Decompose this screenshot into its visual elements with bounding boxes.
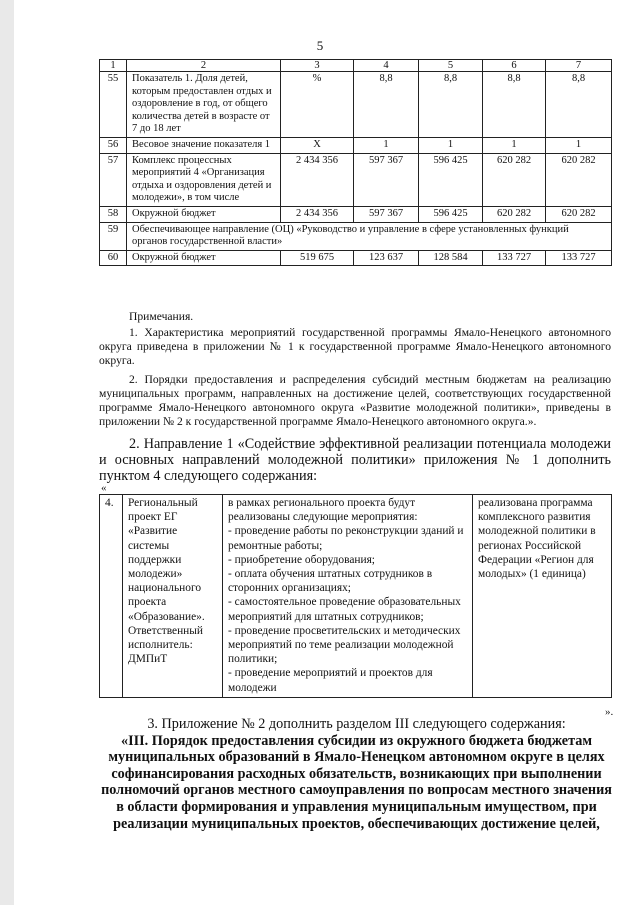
row-value: 597 367	[354, 206, 419, 222]
table-row	[100, 250, 612, 266]
header-cell: 5	[419, 60, 483, 72]
notes-block	[99, 310, 611, 429]
row-value: 123 637	[354, 250, 419, 266]
row-value: 620 282	[483, 153, 546, 206]
header-cell: 4	[354, 60, 419, 72]
row-name: Комплекс процессных мероприятий 4 «Организация отдыха и оздоровления детей и молодежи», в том числе	[127, 153, 281, 206]
table-row	[100, 495, 612, 698]
row-value: 8,8	[546, 72, 612, 138]
project-measures	[223, 495, 473, 698]
row-value: 596 425	[419, 153, 483, 206]
measure-line: - проведение работы по реконструкции зданий и ремонтные работы;	[228, 525, 464, 552]
page-number: 5	[316, 38, 324, 53]
row-total: 2 434 356	[281, 206, 354, 222]
row-number: 57	[100, 153, 127, 206]
measure-line: в рамках регионального проекта будут реализованы следующие мероприятия:	[228, 497, 418, 524]
row-value: 133 727	[483, 250, 546, 266]
row-direction-text: Обеспечивающее направление (ОЦ) «Руководство и управление в сфере установленных функций органов государственной власти»	[127, 222, 612, 250]
header-cell: 2	[127, 60, 281, 72]
row-total: X	[281, 137, 354, 153]
table-row	[100, 72, 612, 138]
project-number: 4.	[100, 495, 123, 698]
header-cell: 1	[100, 60, 127, 72]
indicators-table	[99, 59, 612, 266]
row-value: 8,8	[483, 72, 546, 138]
row-value: 620 282	[546, 206, 612, 222]
project-result: реализована программа комплексного развития молодежной политики в регионах Российской Федерации «Регион для молодых» (1 единица)	[473, 495, 612, 698]
quote-open: «	[101, 482, 107, 494]
table-row	[100, 153, 612, 206]
table-row	[100, 137, 612, 153]
table-row	[100, 206, 612, 222]
section-3-title: «III. Порядок предоставления субсидии из окружного бюджета бюджетам муниципальных образований в Ямало-Ненецком автономном округе в целях софинансирования расходных обязательств, возникающих при выполнении полномочий органов местного самоуправления по вопросам местного значения в области формирования и управления муниципальным имуществом, при реализации муниципальных проектов, обеспечивающих достижение целей,	[101, 732, 612, 832]
row-value: 1	[354, 137, 419, 153]
note-2: 2. Порядки предоставления и распределения субсидий местным бюджетам на реализацию муниципальных программ, направленных на достижение целей, соответствующих государственной программе Ямало-Ненецкого автономного округа «Развитие молодежной политики», приведены в приложении № 2 к государственной программе Ямало-Ненецкого автономного округа.».	[99, 373, 611, 428]
table-row-merged	[100, 222, 612, 250]
row-value: 1	[483, 137, 546, 153]
notes-heading: Примечания.	[129, 310, 194, 323]
row-number: 58	[100, 206, 127, 222]
project-table	[99, 494, 612, 698]
measure-line: - приобретение оборудования;	[228, 553, 375, 566]
measure-line: - проведение мероприятий и проектов для молодежи	[228, 667, 433, 694]
row-value: 597 367	[354, 153, 419, 206]
item-2-paragraph	[99, 436, 611, 484]
row-value: 133 727	[546, 250, 612, 266]
header-cell: 7	[546, 60, 612, 72]
section-3-block	[99, 716, 614, 832]
header-cell: 3	[281, 60, 354, 72]
header-cell: 6	[483, 60, 546, 72]
measure-line: - оплата обучения штатных сотрудников в сторонних организациях;	[228, 568, 433, 595]
project-name: Региональный проект ЕГ «Развитие системы поддержки молодежи» национального проекта «Образование». Ответственный исполнитель: ДМПиТ	[123, 495, 223, 698]
row-value: 1	[546, 137, 612, 153]
row-name: Весовое значение показателя 1	[127, 137, 281, 153]
table-header-row	[100, 60, 612, 72]
row-value: 1	[419, 137, 483, 153]
measure-line: - проведение просветительских и методических мероприятий по теме реализации молодежной политики;	[228, 624, 461, 666]
row-value: 8,8	[419, 72, 483, 138]
measure-line: - самостоятельное проведение образовательных мероприятий для штатных сотрудников;	[228, 596, 461, 623]
row-name: Показатель 1. Доля детей, которым предоставлен отдых и оздоровление в год, от общего количества детей в возрасте от 7 до 18 лет	[127, 72, 281, 138]
row-value: 620 282	[546, 153, 612, 206]
row-number: 55	[100, 72, 127, 138]
row-value: 620 282	[483, 206, 546, 222]
quote-close: ».	[605, 706, 614, 718]
row-name: Окружной бюджет	[127, 206, 281, 222]
row-number: 56	[100, 137, 127, 153]
row-name: Окружной бюджет	[127, 250, 281, 266]
row-number: 59	[100, 222, 127, 250]
scan-edge	[0, 0, 14, 905]
row-value: 596 425	[419, 206, 483, 222]
item-2-text: 2. Направление 1 «Содействие эффективной реализации потенциала молодежи и основных направлений молодежной политики» приложения № 1 дополнить пунктом 4 следующего содержания:	[99, 436, 611, 484]
row-value: 8,8	[354, 72, 419, 138]
row-total: %	[281, 72, 354, 138]
row-total: 2 434 356	[281, 153, 354, 206]
row-value: 128 584	[419, 250, 483, 266]
note-1: 1. Характеристика мероприятий государственной программы Ямало-Ненецкого автономного округа приведена в приложении № 1 к государственной программе Ямало-Ненецкого автономного округа.	[99, 326, 611, 367]
row-number: 60	[100, 250, 127, 266]
row-total: 519 675	[281, 250, 354, 266]
section-3-lead: 3. Приложение № 2 дополнить разделом III следующего содержания:	[147, 716, 566, 732]
